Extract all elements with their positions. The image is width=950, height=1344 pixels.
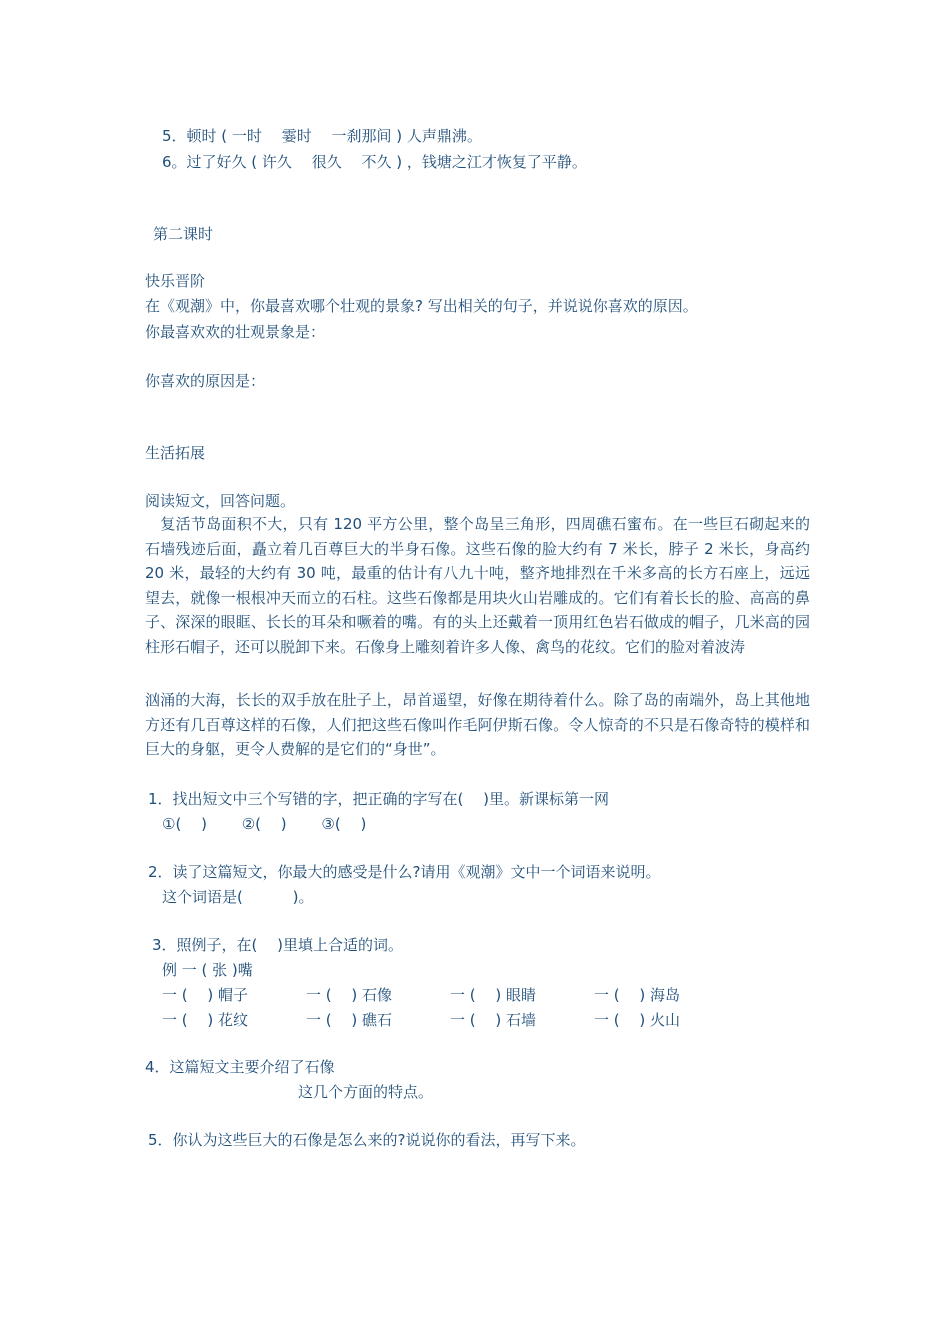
measure-word-item: 一 ( ) 石墙 [450,1011,537,1029]
passage-paragraph-2: 汹涌的大海，长长的双手放在肚子上，昂首遥望，好像在期待着什么。除了岛的南端外，岛上其他地方还有几百尊这样的石像，人们把这些石像叫作毛阿伊斯石像。令人惊奇的不只是石像奇特的模样和巨大的身躯，更令人费解的是它们的“身世”。 [145,691,810,758]
question-4-continued: 这几个方面的特点。 [298,1083,434,1101]
measure-word-item: 一 ( ) 礁石 [306,1011,393,1029]
question-1-blanks: ①( ) ②( ) ③( ) [162,815,367,833]
measure-word-row-1 [162,983,722,1007]
reason-label: 你喜欢的原因是： [145,372,266,390]
section-title-happy: 快乐晋阶 [145,272,206,290]
lesson-heading: 第二课时 [153,225,214,243]
measure-word-item: 一 ( ) 眼睛 [450,986,537,1004]
question-2: 2．读了这篇短文，你最大的感受是什么?请用《观潮》文中一个词语来说明。 [148,863,661,881]
question-4: 4．这篇短文主要介绍了石像 [145,1058,335,1076]
passage-paragraph-1: 复活节岛面积不大，只有 120 平方公里，整个岛呈三角形，四周礁石蜜布。在一些巨石砌起来的石墙残迹后面，矗立着几百尊巨大的半身石像。这些石像的脸大约有 7 米长，脖子 2 米长，身高约 20 米，最轻的大约有 30 吨，最重的估计有八九十吨，整齐地排烈在千米多高的长方石座上，远远望去，就像一根根冲天而立的石柱。这些石像都是用块火山岩雕成的。它们有着长长的脸、高高的鼻子、深深的眼眶、长长的耳朵和噘着的嘴。有的头上还戴着一顶用红色岩石做成的帽子，几米高的园柱形石帽子，还可以脱卸下来。石像身上雕刻着许多人像、禽鸟的花纹。它们的脸对着波涛 [145,515,810,656]
question-1: 1．找出短文中三个写错的字，把正确的字写在( )里。新课标第一网 [148,790,610,808]
exercise-item-5: 5．顿时 ( 一时 霎时 一刹那间 ) 人声鼎沸。 [162,127,482,145]
measure-word-item: 一 ( ) 火山 [594,1011,681,1029]
measure-word-row-2 [162,1008,722,1032]
exercise-item-6: 6。过了好久 ( 许久 很久 不久 ) ，钱塘之江才恢复了平静。 [162,153,587,171]
question-2-answer: 这个词语是( )。 [162,888,314,906]
question-3-example: 例 一 ( 张 )嘴 [162,961,253,979]
question-3: 3．照例子，在( )里填上合适的词。 [152,936,404,954]
measure-word-item: 一 ( ) 石像 [306,986,393,1004]
question-5: 5．你认为这些巨大的石像是怎么来的?说说你的看法，再写下来。 [148,1131,586,1149]
favorite-scene-label: 你最喜欢欢的壮观景象是： [145,323,326,341]
section-title-life: 生活拓展 [145,444,206,462]
measure-word-item: 一 ( ) 花纹 [162,1011,249,1029]
happy-prompt: 在《观潮》中，你最喜欢哪个壮观的景象? 写出相关的句子，并说说你喜欢的原因。 [145,297,698,315]
measure-word-item: 一 ( ) 帽子 [162,986,249,1004]
measure-word-item: 一 ( ) 海岛 [594,986,681,1004]
reading-prompt: 阅读短文，回答问题。 [145,492,296,510]
